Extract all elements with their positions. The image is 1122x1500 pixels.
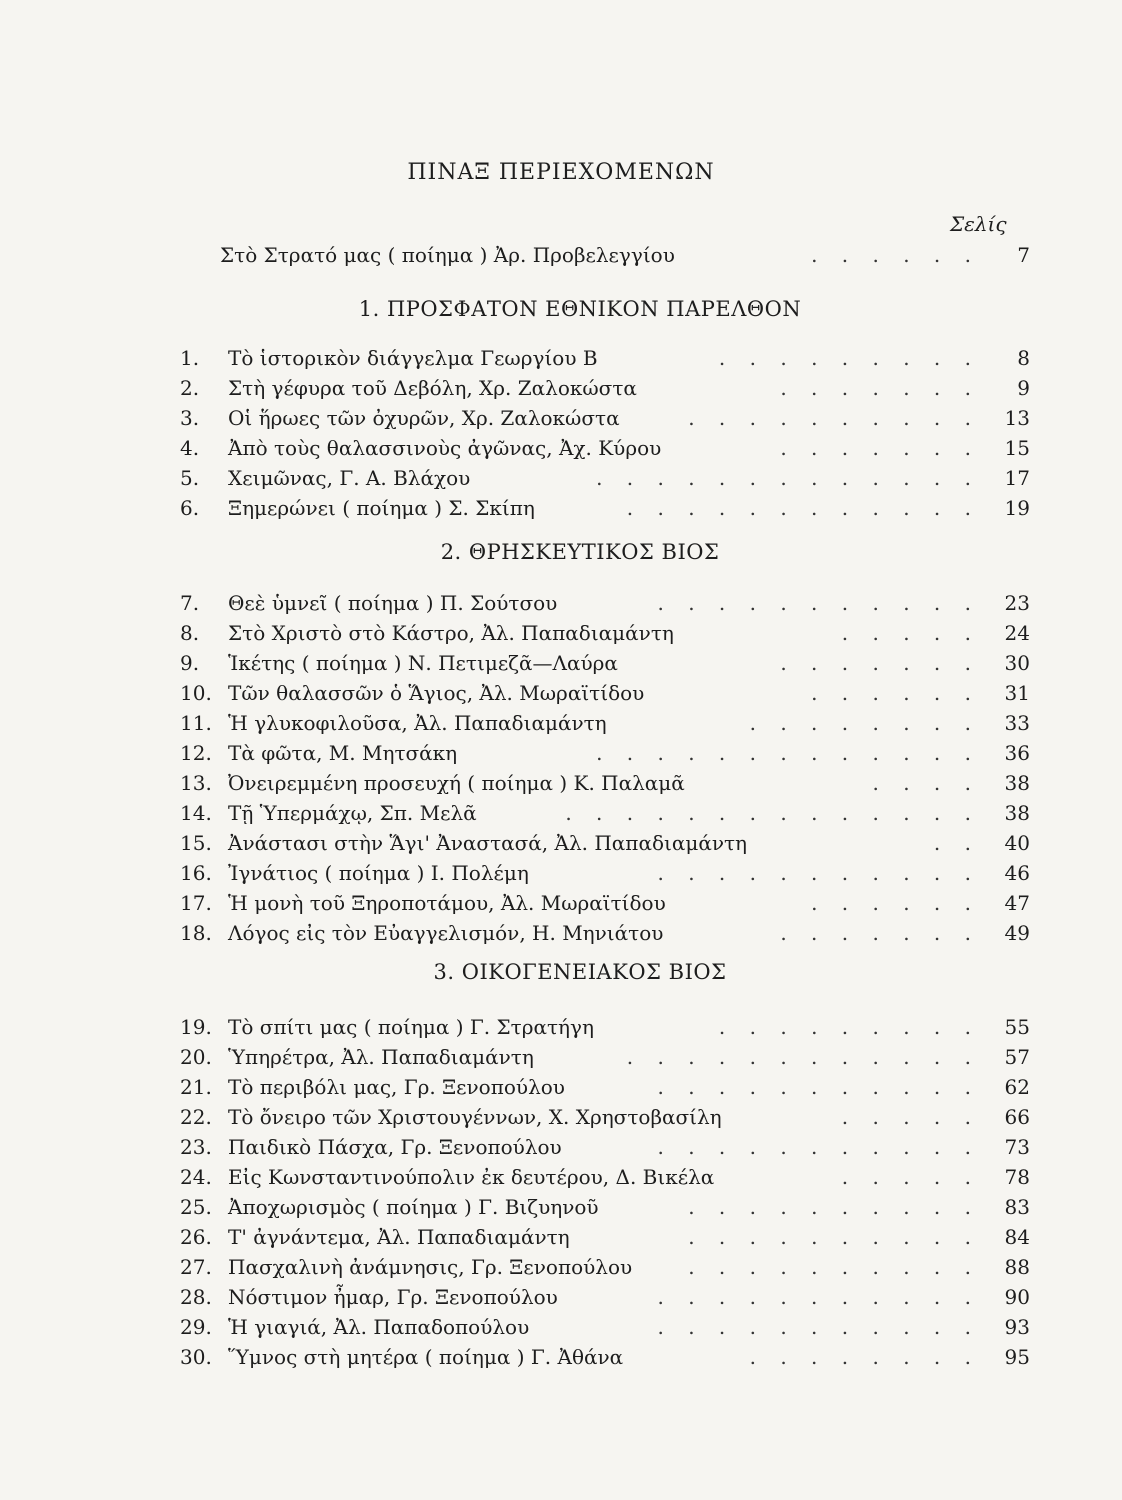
entry-text: Τὰ φῶτα, Μ. Μητσάκη <box>228 741 458 765</box>
entry-number: 14. <box>180 801 212 825</box>
leader-dots: . . . . . . . . . . . <box>657 1315 980 1339</box>
entry-page: 33 <box>1004 711 1030 735</box>
entry-number: 27. <box>180 1255 212 1279</box>
toc-entry <box>180 738 1040 768</box>
entry-page: 38 <box>1004 771 1030 795</box>
toc-entry <box>180 828 1040 858</box>
entry-number: 18. <box>180 921 212 945</box>
entry-number: 5. <box>180 466 200 490</box>
toc-entry <box>180 768 1040 798</box>
entry-number: 24. <box>180 1165 212 1189</box>
toc-entry <box>180 463 1040 493</box>
entry-number: 9. <box>180 651 200 675</box>
toc-entry <box>180 1252 1040 1282</box>
leader-dots: . . . . . . . . . . . <box>657 591 980 615</box>
entry-number: 21. <box>180 1075 212 1099</box>
entry-page: 31 <box>1004 681 1030 705</box>
toc-entry <box>180 588 1040 618</box>
entry-text: Νόστιμον ἦμαρ, Γρ. Ξενοπούλου <box>228 1285 558 1309</box>
leader-dots: . . . . . . . <box>780 436 980 460</box>
entry-number: 28. <box>180 1285 212 1309</box>
entry-text: Τῇ Ὑπερμάχῳ, Σπ. Μελᾶ <box>228 801 477 825</box>
toc-entry <box>180 1162 1040 1192</box>
toc-entry <box>180 1342 1040 1372</box>
page-column-label: Σελίς <box>950 212 1007 236</box>
entry-text: Θεὲ ὑμνεῖ ( ποίημα ) Π. Σούτσου <box>228 591 558 615</box>
entry-page: 62 <box>1004 1075 1030 1099</box>
leader-dots: . . . . . . . <box>780 376 980 400</box>
entry-number: 26. <box>180 1225 212 1249</box>
entry-page: 95 <box>1004 1345 1030 1369</box>
toc-entry <box>180 1102 1040 1132</box>
entry-text: Ἀποχωρισμὸς ( ποίημα ) Γ. Βιζυηνοῦ <box>228 1195 599 1219</box>
entry-number: 3. <box>180 406 200 430</box>
page-title: ΠΙΝΑΞ ΠΕΡΙΕΧΟΜΕΝΩΝ <box>407 160 715 185</box>
entry-page: 83 <box>1004 1195 1030 1219</box>
entry-page: 40 <box>1004 831 1030 855</box>
entry-number: 10. <box>180 681 212 705</box>
entry-text: Ἀπὸ τοὺς θαλασσινοὺς ἀγῶνας, Ἀχ. Κύρου <box>228 436 662 460</box>
entry-text: Ἰγνάτιος ( ποίημα ) Ι. Πολέμη <box>228 861 529 885</box>
entry-text: Ἱκέτης ( ποίημα ) Ν. Πετιμεζᾶ—Λαύρα <box>228 651 618 675</box>
entry-text: Ἡ γιαγιά, Ἀλ. Παπαδοπούλου <box>228 1315 530 1339</box>
leader-dots: . . . . . . <box>811 681 980 705</box>
entry-number: 1. <box>180 346 200 370</box>
intro-entry <box>180 240 1040 270</box>
entry-text: Ὕμνος στὴ μητέρα ( ποίημα ) Γ. Ἀθάνα <box>228 1345 624 1369</box>
entry-text: Παιδικὸ Πάσχα, Γρ. Ξενοπούλου <box>228 1135 562 1159</box>
entry-number: 29. <box>180 1315 212 1339</box>
entry-page: 55 <box>1004 1015 1030 1039</box>
section-heading-2: 2. ΘΡΗΣΚΕΥΤΙΚΟΣ ΒΙΟΣ <box>440 540 720 564</box>
entry-page: 93 <box>1004 1315 1030 1339</box>
toc-entry <box>180 1132 1040 1162</box>
entry-number: 30. <box>180 1345 212 1369</box>
entry-text: Ὑπηρέτρα, Ἀλ. Παπαδιαμάντη <box>228 1045 534 1069</box>
toc-entry <box>180 403 1040 433</box>
toc-entry <box>180 648 1040 678</box>
leader-dots: . . . . . . . . . <box>718 346 980 370</box>
leader-dots: . . . . . . . . . . . . . . <box>565 801 980 825</box>
toc-entry <box>180 373 1040 403</box>
leader-dots: . . . . . . . . . . . <box>657 1135 980 1159</box>
entry-text: Τὸ περιβόλι μας, Γρ. Ξενοπούλου <box>228 1075 565 1099</box>
toc-entry <box>180 1222 1040 1252</box>
toc-entry <box>180 1072 1040 1102</box>
entry-number: 23. <box>180 1135 212 1159</box>
entry-number: 19. <box>180 1015 212 1039</box>
leader-dots: . . . . . . . <box>780 921 980 945</box>
entry-page: 15 <box>1004 436 1030 460</box>
toc-entry <box>180 798 1040 828</box>
toc-entry <box>180 1012 1040 1042</box>
entry-number: 8. <box>180 621 200 645</box>
leader-dots: . . . . . . . . <box>749 1345 980 1369</box>
section-heading-3: 3. ΟΙΚΟΓΕΝΕΙΑΚΟΣ ΒΙΟΣ <box>433 960 727 984</box>
leader-dots: . . . . . . . . . . <box>688 1225 980 1249</box>
leader-dots: . . . . . . . <box>780 651 980 675</box>
entry-page: 57 <box>1004 1045 1030 1069</box>
leader-dots: . . . . . . . . . . . . <box>626 1045 980 1069</box>
entry-text: Τὸ ἱστορικὸν διάγγελμα Γεωργίου Β <box>228 346 598 370</box>
entry-page: 38 <box>1004 801 1030 825</box>
entry-page: 46 <box>1004 861 1030 885</box>
toc-entry <box>180 1312 1040 1342</box>
entry-number: 11. <box>180 711 212 735</box>
leader-dots: . . . . . . . . . . <box>688 1255 980 1279</box>
entry-text: Λόγος εἰς τὸν Εὐαγγελισμόν, Η. Μηνιάτου <box>228 921 664 945</box>
entry-number: 16. <box>180 861 212 885</box>
entry-page: 13 <box>1004 406 1030 430</box>
entry-number: 17. <box>180 891 212 915</box>
entry-page: 7 <box>1017 243 1030 267</box>
leader-dots: . . . . <box>872 771 980 795</box>
entry-number: 15. <box>180 831 212 855</box>
leader-dots: . . . . . . . . . . . <box>657 1075 980 1099</box>
entry-text: Τὸ ὄνειρο τῶν Χριστουγέννων, Χ. Χρηστοβασίλη <box>228 1105 722 1129</box>
entry-text: Ἡ γλυκοφιλοῦσα, Ἀλ. Παπαδιαμάντη <box>228 711 607 735</box>
entry-text: Στὸ Χριστὸ στὸ Κάστρο, Ἀλ. Παπαδιαμάντη <box>228 621 674 645</box>
entry-number: 20. <box>180 1045 212 1069</box>
entry-page: 23 <box>1004 591 1030 615</box>
entry-page: 90 <box>1004 1285 1030 1309</box>
entry-text: Χειμῶνας, Γ. Α. Βλάχου <box>228 466 471 490</box>
entry-number: 2. <box>180 376 200 400</box>
entry-number: 25. <box>180 1195 212 1219</box>
entry-page: 47 <box>1004 891 1030 915</box>
entry-page: 66 <box>1004 1105 1030 1129</box>
entry-text: Στὸ Στρατό μας ( ποίημα ) Ἀρ. Προβελεγγίου <box>220 243 675 267</box>
toc-entry <box>180 918 1040 948</box>
entry-page: 73 <box>1004 1135 1030 1159</box>
entry-number: 22. <box>180 1105 212 1129</box>
entry-number: 13. <box>180 771 212 795</box>
entry-number: 7. <box>180 591 200 615</box>
entry-page: 30 <box>1004 651 1030 675</box>
entry-page: 84 <box>1004 1225 1030 1249</box>
toc-entry <box>180 493 1040 523</box>
leader-dots: . . . . . . . . . . . . . <box>596 466 980 490</box>
leader-dots: . . . . . <box>841 621 980 645</box>
entry-text: Οἱ ἥρωες τῶν ὀχυρῶν, Χρ. Ζαλοκώστα <box>228 406 620 430</box>
entry-text: Ἀνάστασι στὴν Ἅγι' Ἀναστασά, Ἀλ. Παπαδιαμάντη <box>228 831 748 855</box>
entry-page: 19 <box>1004 496 1030 520</box>
entry-text: Τὸ σπίτι μας ( ποίημα ) Γ. Στρατήγη <box>228 1015 594 1039</box>
entry-text: Εἰς Κωνσταντινούπολιν ἐκ δευτέρου, Δ. Βικέλα <box>228 1165 715 1189</box>
entry-number: 4. <box>180 436 200 460</box>
entry-text: Τῶν θαλασσῶν ὁ Ἅγιος, Ἀλ. Μωραϊτίδου <box>228 681 645 705</box>
entry-text: Ἡ μονὴ τοῦ Ξηροποτάμου, Ἀλ. Μωραϊτίδου <box>228 891 666 915</box>
leader-dots: . . . . . . <box>811 243 980 267</box>
toc-entry <box>180 343 1040 373</box>
toc-entry <box>180 708 1040 738</box>
leader-dots: . . . . . . . . . . . <box>657 861 980 885</box>
leader-dots: . . . . . . . . . . . <box>657 1285 980 1309</box>
entry-number: 6. <box>180 496 200 520</box>
leader-dots: . . . . . <box>841 1105 980 1129</box>
toc-entry <box>180 433 1040 463</box>
toc-entry <box>180 1282 1040 1312</box>
entry-text: Στὴ γέφυρα τοῦ Δεβόλη, Χρ. Ζαλοκώστα <box>228 376 637 400</box>
entry-page: 17 <box>1004 466 1030 490</box>
entry-page: 49 <box>1004 921 1030 945</box>
entry-page: 9 <box>1017 376 1030 400</box>
toc-entry <box>180 678 1040 708</box>
entry-text: Πασχαλινὴ ἀνάμνησις, Γρ. Ξενοπούλου <box>228 1255 633 1279</box>
entry-text: Ὀνειρεμμένη προσευχή ( ποίημα ) Κ. Παλαμᾶ <box>228 771 685 795</box>
leader-dots: . . . . . . . . . . <box>688 1195 980 1219</box>
entry-number: 12. <box>180 741 212 765</box>
leader-dots: . . . . . . . . . . . . <box>626 496 980 520</box>
toc-entry <box>180 618 1040 648</box>
toc-entry <box>180 888 1040 918</box>
leader-dots: . . . . . . . . <box>749 711 980 735</box>
leader-dots: . . . . . . . . . <box>718 1015 980 1039</box>
toc-entry <box>180 1042 1040 1072</box>
leader-dots: . . . . . <box>841 1165 980 1189</box>
entry-page: 24 <box>1004 621 1030 645</box>
leader-dots: . . . . . . . . . . <box>688 406 980 430</box>
leader-dots: . . <box>933 831 980 855</box>
entry-text: Ξημερώνει ( ποίημα ) Σ. Σκίπη <box>228 496 535 520</box>
entry-text: Τ' ἀγνάντεμα, Ἀλ. Παπαδιαμάντη <box>228 1225 570 1249</box>
toc-entry <box>180 1192 1040 1222</box>
section-heading-1: 1. ΠΡΟΣΦΑΤΟΝ ΕΘΝΙΚΟΝ ΠΑΡΕΛΘΟΝ <box>358 297 802 321</box>
leader-dots: . . . . . . <box>811 891 980 915</box>
entry-page: 36 <box>1004 741 1030 765</box>
entry-page: 78 <box>1004 1165 1030 1189</box>
entry-page: 8 <box>1017 346 1030 370</box>
toc-entry <box>180 858 1040 888</box>
entry-page: 88 <box>1004 1255 1030 1279</box>
leader-dots: . . . . . . . . . . . . . <box>596 741 980 765</box>
